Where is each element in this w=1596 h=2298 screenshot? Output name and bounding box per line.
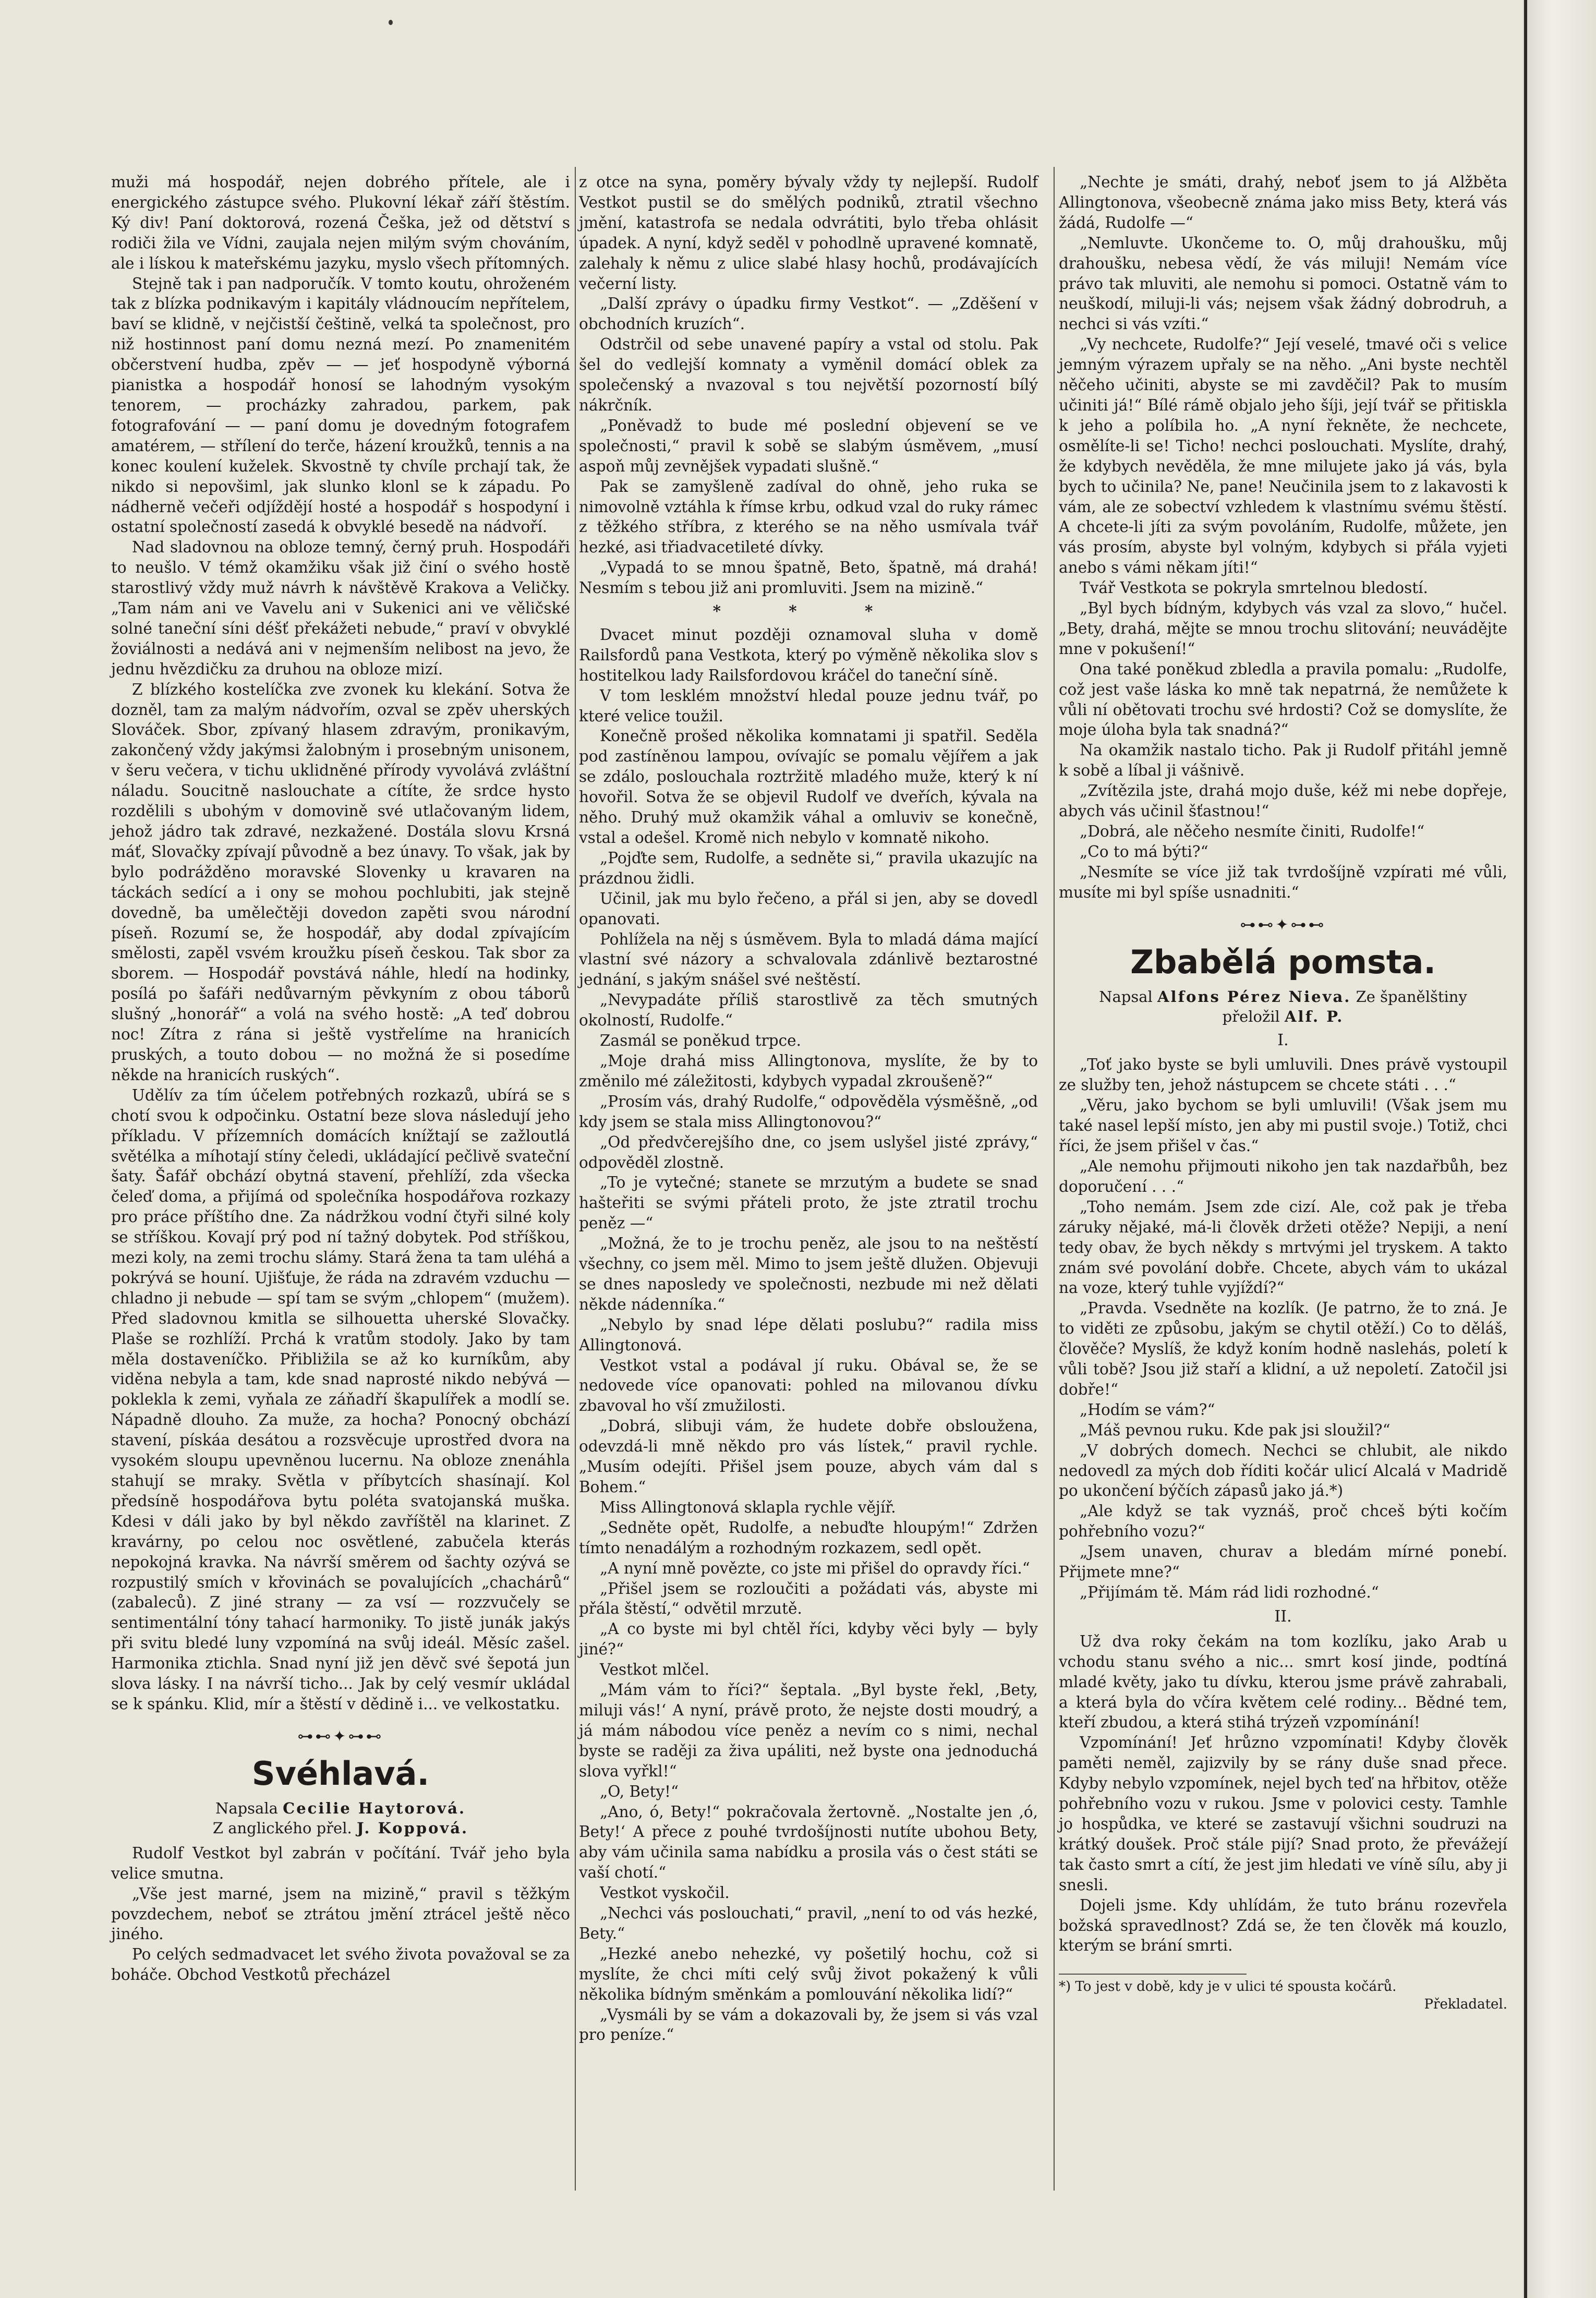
paragraph: „Vysmáli by se vám a dokazovali by, že jsem si vás vzal pro peníze.“	[579, 2005, 1038, 2044]
ornament-divider: ⊶⊷✦⊶⊷	[1240, 915, 1326, 934]
paragraph: „Věru, jako bychom se byli umluvili! (Však jsem mu také nasel lepší místo, jen aby mi pustil svoje.) Totiž, chci říci, že jsem přišel v čas.“	[1059, 1096, 1507, 1155]
paragraph: „To je vytečné; stanete se mrzutým a budete se snad hašteřiti se svými přáteli proto, že jste ztratil trochu peněz —“	[579, 1174, 1038, 1232]
column-1	[111, 172, 570, 1985]
footnote-signature: Překladatel.	[1424, 1997, 1507, 2013]
column-3	[1059, 172, 1507, 2013]
paragraph: „Pojďte sem, Rudolfe, a sedněte si,“ pravila ukazujíc na prázdnou židli.	[579, 849, 1038, 887]
paragraph: Udělív za tím účelem potřebných rozkazů, ubírá se s chotí svou k odpočinku. Ostatní beze slova následují jeho příkladu. V přízemních domácích knížtají se zažloutlá světélka a míhotají stíny čeledi, ukládající pečlivě svateční šaty. Šafář obchází obytná stavení, přehlíží, zda všecka čeleď doma, a přijímá od společníka hospodářova rozkazy pro práce příštího dne. Za nádržkou vodní čtyři silné koly se stříškou. Kovají prý pod ní tažný dobytek. Pod stříškou, mezi koly, na zemi trochu slámy. Stará žena ta tam uléhá a pokrývá se houní. Ujišťuje, že ráda na zdravém vzduchu — chladno ji nebude — spí tam se svým „chlopem“ (mužem). Před sladovnou kmitla se silhouetta uherské Slovačky. Plaše se rozhlíží. Prchá k vratům stodoly. Jako by tam měla dostaveníčko. Přibližila se až ko kurníkům, aby viděna nebyla a tam, kde snad naprosté nikdo nebývá — poklekla k zemi, vyňala ze záňadří škapulířek a modlí se. Nápadně dlouho. Za muže, za hocha? Ponocný obchází stavení, pískáa desátou a rozsvěcuje uprostřed dvora na vysokém sloupu upevněnou lucernu. Na obloze znenáhla stahují se mraky. Světla v příbytcích shasínají. Kol předsíně hospodářova bytu poléta svatojanská muška. Kdesi v dáli jako by byl někdo zavříštěl na klarinet. Z kravárny, po celou noc osvětlené, zabučela kterás nepokojná kravka. Na návrší směrem od šachty ozývá se rozpustilý smích v křovinách se povalujících „chachárů“ (zabaleců). Z jiné strany — za vsí — rozzvučely se sentimentální tóny tahací harmoniky. To jistě junák jakýs při svitu bledé luny vzpomíná na svůj ideál. Měsíc zašel. Harmonika ztichla. Snad nyní již jen děvč své šepotá jun slova lásky. I na návrší ticho... Jak by celý vesmír ukládal se k spánku. Klid, mír a štěstí v dědině i... ve velkostatku.	[111, 1086, 570, 1713]
section-break: * * *	[712, 602, 904, 621]
chapter-number: II.	[1274, 1607, 1292, 1626]
paragraph: „Další zprávy o úpadku firmy Vestkot“. — „Zděšení v obchodních kruzích“.	[579, 295, 1038, 333]
print-speck	[389, 20, 393, 25]
paragraph: „Máš pevnou ruku. Kde pak jsi sloužil?“	[1080, 1421, 1391, 1439]
byline	[1059, 987, 1507, 1007]
paragraph: Vestkot mlčel.	[600, 1661, 710, 1679]
byline-prefix: Napsala	[215, 1799, 278, 1817]
paragraph: Už dva roky čekám na tom kozlíku, jako Arab u vchodu stanu svého a nic... smrt kosí jinde, podtíná mladé květy, jako tu dívku, kterou jsme právě zahrabali, a která byla do včíra květem celé rodiny... Bědné tem, kteří zbudou, a která stihá trýzeň vzpomínání!	[1059, 1632, 1507, 1732]
paragraph: „Vypadá to se mnou špatně, Beto, špatně, má drahá! Nesmím s tebou již ani promluviti. Jsem na mizině.“	[579, 559, 1038, 597]
paragraph: „Nechte je smáti, drahý, neboť jsem to já Alžběta Allingtonova, všeobecně známa jako miss Bety, která vás žádá, Rudolfe —“	[1059, 173, 1507, 232]
translator-line	[111, 1818, 570, 1838]
byline-prefix: Napsal	[1099, 987, 1153, 1006]
paragraph: Nad sladovnou na obloze temný, černý pruh. Hospodáři to neušlo. V témž okamžiku však již činí o svého hostě starostlivý vždy muž návrh k návštěvě Krakova a Veličky. „Tam nám ani ve Vavelu ani v Sukenici ani ve věličské solné taneční síni déšť překážeti nebude,“ praví v obvyklé žoviálnosti a nedává ani v nejmenším nelibost na jevo, že jednu hvězdičku za druhou na obloze mizí.	[111, 538, 570, 678]
paragraph: „Ale nemohu přijmouti nikoho jen tak nazdařbůh, bez doporučení . . .“	[1059, 1157, 1507, 1195]
paragraph: Stejně tak i pan nadporučík. V tomto koutu, ohroženém tak z blízka podnikavým i kapitály vládnoucím nepřítelem, baví se klidně, v nejčistší češtině, velká ta společnost, pro niž hostinnost paní domu nezná mezí. Po znamenitém občerstvení hudba, zpěv — — jeť hospodyně výborná pianistka a hospodář honosí se lahodným vysokým tenorem, — procházky zahradou, parkem, pak fotografování — — paní domu je dovedným fotografem amatérem, — střílení do terče, házení kroužků, tennis a na konec koulení kuželek. Skvostně ty chvíle prchají tak, že nikdo si nepovšiml, jak slunko klonl se k západu. Po nádherně večeři odjíždějí hosté a hospodář s hospodyní i ostatní společností zasedá k obvyklé besedě na nádvoří.	[111, 274, 570, 536]
paragraph: „Dobrá, slibuji vám, že hudete dobře obslouženа, odevzdá-li mně někdo pro vás lístek,“ pravil rychle. „Musím odejíti. Přišel jsem pouze, abych vám dal s Bohem.“	[579, 1417, 1038, 1496]
paragraph: „Vše jest marné, jsem na mizině,“ pravil s těžkým povzdechem, neboť se ztrátou jmění ztrácel ještě něco jiného.	[111, 1884, 570, 1943]
paragraph: „A co byste mi byl chtěl říci, kdyby věci byly — byly jiné?“	[579, 1620, 1038, 1659]
column-2	[579, 172, 1038, 2045]
paragraph: Z blízkého kostelíčka zve zvonek ku klekání. Sotva že dozněl, tam za malým nádvořím, ozval se zpěv uherských Slováček. Sbor, zpívaný hlasem zdravým, pronikavým, zakončený vždy jakýmsi žalobným i prosebným unisonem, v šeru večera, v tichu uklidněné přírody vyvolává zvláštní náladu. Soucitně naslouchate a cítíte, že srdce hysto rozdělili s ubohým v domovině své utlačovaným lidem, jehož jádro tak zdravé, nezkažené. Dostála slovu Krsná máť, Slovačky zpívají původně a bez únavy. To však, jak by bylo podrážděno moravské Slovenky u kravaren na táckách sedící a i ony se mohou pochlubiti, jak stejně dovedně, ba umělečtěji dovedon zapěti svou národní píseň. Rozumí se, že hospodář, aby dodal zpívajícím smělosti, zapěl vsvém kroužku píseň českou. Tak sbor za sborem. — Hospodář povstává náhle, hledí na hodinky, posílá po šafáři nedůvarným pěvkyním z obou táborů slušný „honorář“ a volá na svého hostě: „A teď dobrou noc! Zítra z rána si ještě vystřelíme na hranicích pruských, a touto dobou — no možná že si posedíme někde na hranicích ruských“.	[111, 680, 570, 1084]
paragraph: „Byl bych bídným, kdybych vás vzal za slovo,“ hučel. „Bety, drahá, mějte se mnou trochu slitování; neuvádějte mne v pokušení!“	[1059, 599, 1507, 658]
paragraph: „Možná, že to je trochu peněz, ale jsou to na neštěstí všechny, co jsem měl. Mimo to jsem ještě dlužen. Objevuji se dnes naposledy ve společnosti, nezbude mi než dělati někde nádenníka.“	[579, 1235, 1038, 1313]
translator-name: J. Koppová.	[356, 1819, 469, 1837]
paragraph: „Dobrá, ale něčeho nesmíte činiti, Rudolfe!“	[1080, 823, 1425, 840]
paragraph: „Moje drahá miss Allingtonova, myslíte, že by to změnilo mé záležitosti, kdybych vypadal zkroušeně?“	[579, 1051, 1038, 1090]
footnote-rule	[1059, 1974, 1247, 1975]
column-rule	[575, 167, 576, 2191]
paragraph: Zasmál se poněkud trpce.	[600, 1032, 802, 1050]
paragraph: Pak se zamyšleně zadíval do ohně, jeho ruka se nimovolně vztáhla k římse krbu, odkud vzal do ruky rámec z těžkého stříbra, z kterého se na něho usmívala tvář hezké, asi třiadvacetileté dívky.	[579, 477, 1038, 557]
paragraph: Vestkot vstal a podával jí ruku. Obával se, že se nedovede více opanovati: pohled na milovanou dívku zbavoval ho vší zmužilosti.	[579, 1356, 1038, 1415]
paragraph: Na okamžik nastalo ticho. Pak ji Rudolf přitáhl jemně k sobě a líbal ji vášnivě.	[1059, 741, 1507, 780]
page-edge-line	[1524, 0, 1527, 2298]
paragraph: „Přijímám tě. Mám rád lidi rozhodné.“	[1080, 1583, 1379, 1601]
paragraph: „Nebylo by snad lépe dělati poslubu?“ radila miss Allingtonová.	[579, 1315, 1038, 1354]
paragraph: Rudolf Vestkot byl zabrán v počítání. Tvář jeho byla velice smutna.	[111, 1844, 570, 1882]
paragraph: „Vy nechcete, Rudolfe?“ Její veselé, tmavé oči s velice jemným výrazem upřaly se na něho. „Ani byste nechtěl něčeho učiniti, abyste se mi zavděčil? Pak to musím učiniti já!“ Bílé rámě objalo jeho šíji, její tvář se přitiskla k jeho a políbila ho. „A nyní řekněte, že nechcete, osmělíte-li se! Ticho! nechci poslouchati. Myslíte, drahý, že kdybych nevěděla, že mne milujete jako já vás, byla bych to učinila? Ne, pane! Neučinila jsem to z lakavosti k vám, ale ze sobectví vzhledem k vlastnímu svému štěstí. A chcete-li jíti za svým povoláním, Rudolfe, můžete, jen vás prosím, abyste byl volným, kdybych si přála vyjeti anebo s vámi někam jíti!“	[1059, 335, 1507, 577]
paragraph: „Toho nemám. Jsem zde cizí. Ale, což pak je třeba záruky nějaké, má-li člověk držeti otěže? Nepiji, a není tedy obav, že bych někdy s mrtvými jel tryskem. A takto znám své povolání dobře. Chcete, abych vám to ukázal na voze, který tuhle vyjíždí?“	[1059, 1198, 1507, 1297]
page-edge	[1523, 0, 1596, 2298]
paragraph: „A nyní mně povězte, co jste mi přišel do opravdy říci.“	[600, 1559, 1030, 1577]
paragraph: „Nevypadáte příliš starostlivě za těch smutných okolností, Rudolfe.“	[579, 991, 1038, 1030]
column-rule	[1054, 167, 1055, 2191]
paragraph: Odstrčil od sebe unavené papíry a vstal od stolu. Pak šel do vedlejší komnaty a vyměnil domácí oblek za společenský a nvazoval s tou největší pozorností bílý nákrčník.	[579, 335, 1038, 414]
paragraph: „V dobrých domech. Nechci se chlubit, ale nikdo nedovedl za mých dob říditi kočár ulicí Alcalá v Madridě po ukončení býčích zápasů jako já.*)	[1059, 1441, 1507, 1500]
paragraph: Pohlížela na něj s úsměvem. Byla to mladá dáma mající vlastní své názory a schvalovala zdánlivě beztarostné jednání, s jakým snášel své neštěstí.	[579, 930, 1038, 989]
paragraph: Vestkot vyskočil.	[600, 1884, 730, 1902]
paragraph: „Jsem unaven, churav a bledám mírné ponebí. Přijmete mne?“	[1059, 1543, 1507, 1581]
paragraph: Dvacet minut později oznamoval sluha v domě Railsfordů pana Vestkota, který po výměně několika slov s hostitelkou lady Railsfordovou kráčel do taneční síně.	[579, 625, 1038, 684]
paragraph: „Od předvčerejšího dne, co jsem uslyšel jisté zprávy,“ odpověděl zlostně.	[579, 1133, 1038, 1171]
paragraph: „Ale když se tak vyznáš, proč chceš býti kočím pohřebního vozu?“	[1059, 1502, 1507, 1541]
paragraph: „Přišel jsem se rozloučiti a požádati vás, abyste mi přála štěstí,“ odvětil mrzutě.	[579, 1579, 1038, 1618]
translator-name: Alf. P.	[1285, 1007, 1344, 1025]
paragraph: z otce na syna, poměry bývaly vždy ty nejlepší. Rudolf Vestkot pustil se do smělých podniků, ztratil všechno jmění, katastrofa se nedala odvrátiti, bylo třeba ohlásit úpadek. A nyní, když seděl v pohodlně upravené komnatě, zalehaly k němu z ulice slabé hlasy hochů, prodávajících večerní listy.	[579, 173, 1038, 293]
paragraph: „O, Bety!“	[600, 1782, 679, 1800]
paragraph: „Nemluvte. Ukončeme to. O, můj drahoušku, můj drahoušku, nebesa vědí, že vás miluji! Nemám více právo tak mluviti, ale nemohu si pomoci. Ostatně vám to neuškodí, miluji-li vás; nejsem však žádný dobrodruh, a nechci si vás vzíti.“	[1059, 234, 1507, 333]
paragraph: muži má hospodář, nejen dobrého přítele, ale i energického zástupce svého. Plukovní lékař září štěstím. Ký div! Paní doktorová, rozená Češka, jež od dětství s rodiči žila ve Vídni, zaujala nejen milým svým chováním, ale i lískou k mateřskému jazyku, myslo všech přítomných.	[111, 173, 570, 272]
author-name: Alfons Pérez Nieva.	[1157, 987, 1351, 1006]
translator-line	[1059, 1007, 1507, 1026]
ornament-divider: ⊶⊷✦⊶⊷	[297, 1727, 384, 1746]
paragraph: „Hodím se vám?“	[1080, 1400, 1215, 1419]
paragraph: „Poněvadž to bude mé poslední objevení se ve společnosti,“ pravil k sobě se slabým úsměvem, „musí aspoň můj zevnějšek vypadati slušně.“	[579, 416, 1038, 475]
byline-suffix: Ze španělštiny	[1356, 987, 1467, 1006]
story-title: Svéhlavá.	[251, 1754, 430, 1793]
paragraph: „Ano, ó, Bety!“ pokračovala žertovně. „Nostalte jen ‚ó, Bety!‘ A přece z pouhé tvrdošíjnosti nutíte ubohou Bety, aby vám učinila sama nabídku a prosila vás o čest státi se vaší chotí.“	[579, 1803, 1038, 1882]
paragraph: „Toť jako byste se byli umluvili. Dnes právě vystoupil ze služby ten, jehož nástupcem se chcete státi . . .“	[1059, 1056, 1507, 1094]
chapter-number: I.	[1277, 1031, 1289, 1049]
paragraph: „Pravda. Vsedněte na kozlík. (Je patrno, že to zná. Je to viděti ze způsobu, jakým se chytil otěží.) Co to děláš, člověče? Myslíš, že když koním hodně naslehás, poletí k vůli tobě? Jsou již staří a klidní, a už nepoletí. Zatočil jsi dobře!“	[1059, 1299, 1507, 1398]
footnote-text: *) To jest v době, kdy je v ulici té spousta kočárů.	[1059, 1979, 1397, 1995]
paragraph: Tvář Vestkota se pokryla smrtelnou bledostí.	[1080, 579, 1428, 597]
paragraph: „Prosím vás, drahý Rudolfe,“ odpověděla výsměšně, „od kdy jsem se stala miss Allingtonovou?“	[579, 1092, 1038, 1131]
translator-prefix: Z anglického přel.	[212, 1819, 352, 1837]
paragraph: Ona také poněkud zbledla a pravila pomalu: „Rudolfe, což jest vaše láska ko mně tak nepatrná, že nemůžete k vůli ní obětovati trochu své hrdosti? Což se domyslíte, že moje úloha byla tak snadná?“	[1059, 660, 1507, 739]
paragraph: „Co to má býti?“	[1080, 842, 1208, 861]
paragraph: „Nesmíte se více již tak tvrdošíjně vzpírati mé vůli, musíte mi byl spíše usnadniti.“	[1059, 863, 1507, 901]
author-name: Cecilie Haytorová.	[283, 1799, 466, 1817]
paragraph: „Nechci vás poslouchati,“ pravil, „není to od vás hezké, Bety.“	[579, 1904, 1038, 1942]
byline	[111, 1798, 570, 1818]
translator-prefix: přeložil	[1222, 1007, 1280, 1025]
paragraph: Dojeli jsme. Kdy uhlídám, že tuto bránu rozevřela božská spravedlnost? Zdá se, že ten člověk má kouzlo, kterým se brání smrti.	[1059, 1896, 1507, 1955]
paragraph: „Sedněte opět, Rudolfe, a nebuďte hloupým!“ Zdržen tímto nenadálým a rozhodným rozkazem, sedl opět.	[579, 1518, 1038, 1557]
paragraph: Učinil, jak mu bylo řečeno, a přál si jen, aby se dovedl opanovati.	[579, 889, 1038, 928]
paragraph: „Mám vám to říci?“ šeptala. „Byl byste řekl, ‚Bety, miluji vás!‘ A nyní, právě proto, že nejste dosti moudrý, a já mám nábodou více peněz a nevím co s nimi, nechal byste se raději za živa upáliti, než byste ona jednoduchá slova vyřkl!“	[579, 1681, 1038, 1780]
paragraph: „Zvítězila jste, drahá mojo duše, kéž mi nebe dopřeje, abych vás učinil šťastnou!“	[1059, 782, 1507, 820]
footnote	[1059, 1978, 1507, 2013]
paragraph: Konečně prošed několika komnatami ji spatřil. Seděla pod zastíněnou lampou, ovívajíc se pomalu vějířem a jak se zdálo, poslouchala roztržitě mladého muže, který k ní hovořil. Sotva že se objevil Rudolf ve dveřích, kývala na něho. Druhý muž okamžik váhal a omluviv se konečně, vstal a odešel. Kromě nich nebylo v komnatě nikoho.	[579, 727, 1038, 846]
paragraph: Vzpomínání! Jeť hrůzno vzpomínati! Kdyby člověk paměti neměl, zajizvily by se rány duše snad přece. Kdyby nebylo vzpomínek, nejel bych teď na hřbitov, otěže pohřebního vozu v rukou. Jsme v polovici cesty. Tamhle jo hospůdka, ve které se zastavují všichni soudruzi na krátký doušek. Proč stále pijí? Snad proto, že převážejí tak často smrt a cítí, že jest jim hledati ve víně sílu, aby ji snesli.	[1059, 1734, 1507, 1894]
paragraph: „Hezké anebo nehezké, vy pošetilý hochu, což si myslíte, že chci míti celý svůj život pokažený k vůli několika bídným směnkám a pomlouvání několika lidí?“	[579, 1944, 1038, 2003]
paragraph: V tom lesklém množství hledal pouze jednu tvář, po které velice toužil.	[579, 686, 1038, 725]
paragraph: Po celých sedmadvacet let svého života považoval se za boháče. Obchod Vestkotů přecházel	[111, 1945, 570, 1984]
paragraph: Miss Allingtonová sklapla rychle vějíř.	[600, 1498, 896, 1516]
story-title: Zbabělá pomsta.	[1130, 942, 1436, 981]
